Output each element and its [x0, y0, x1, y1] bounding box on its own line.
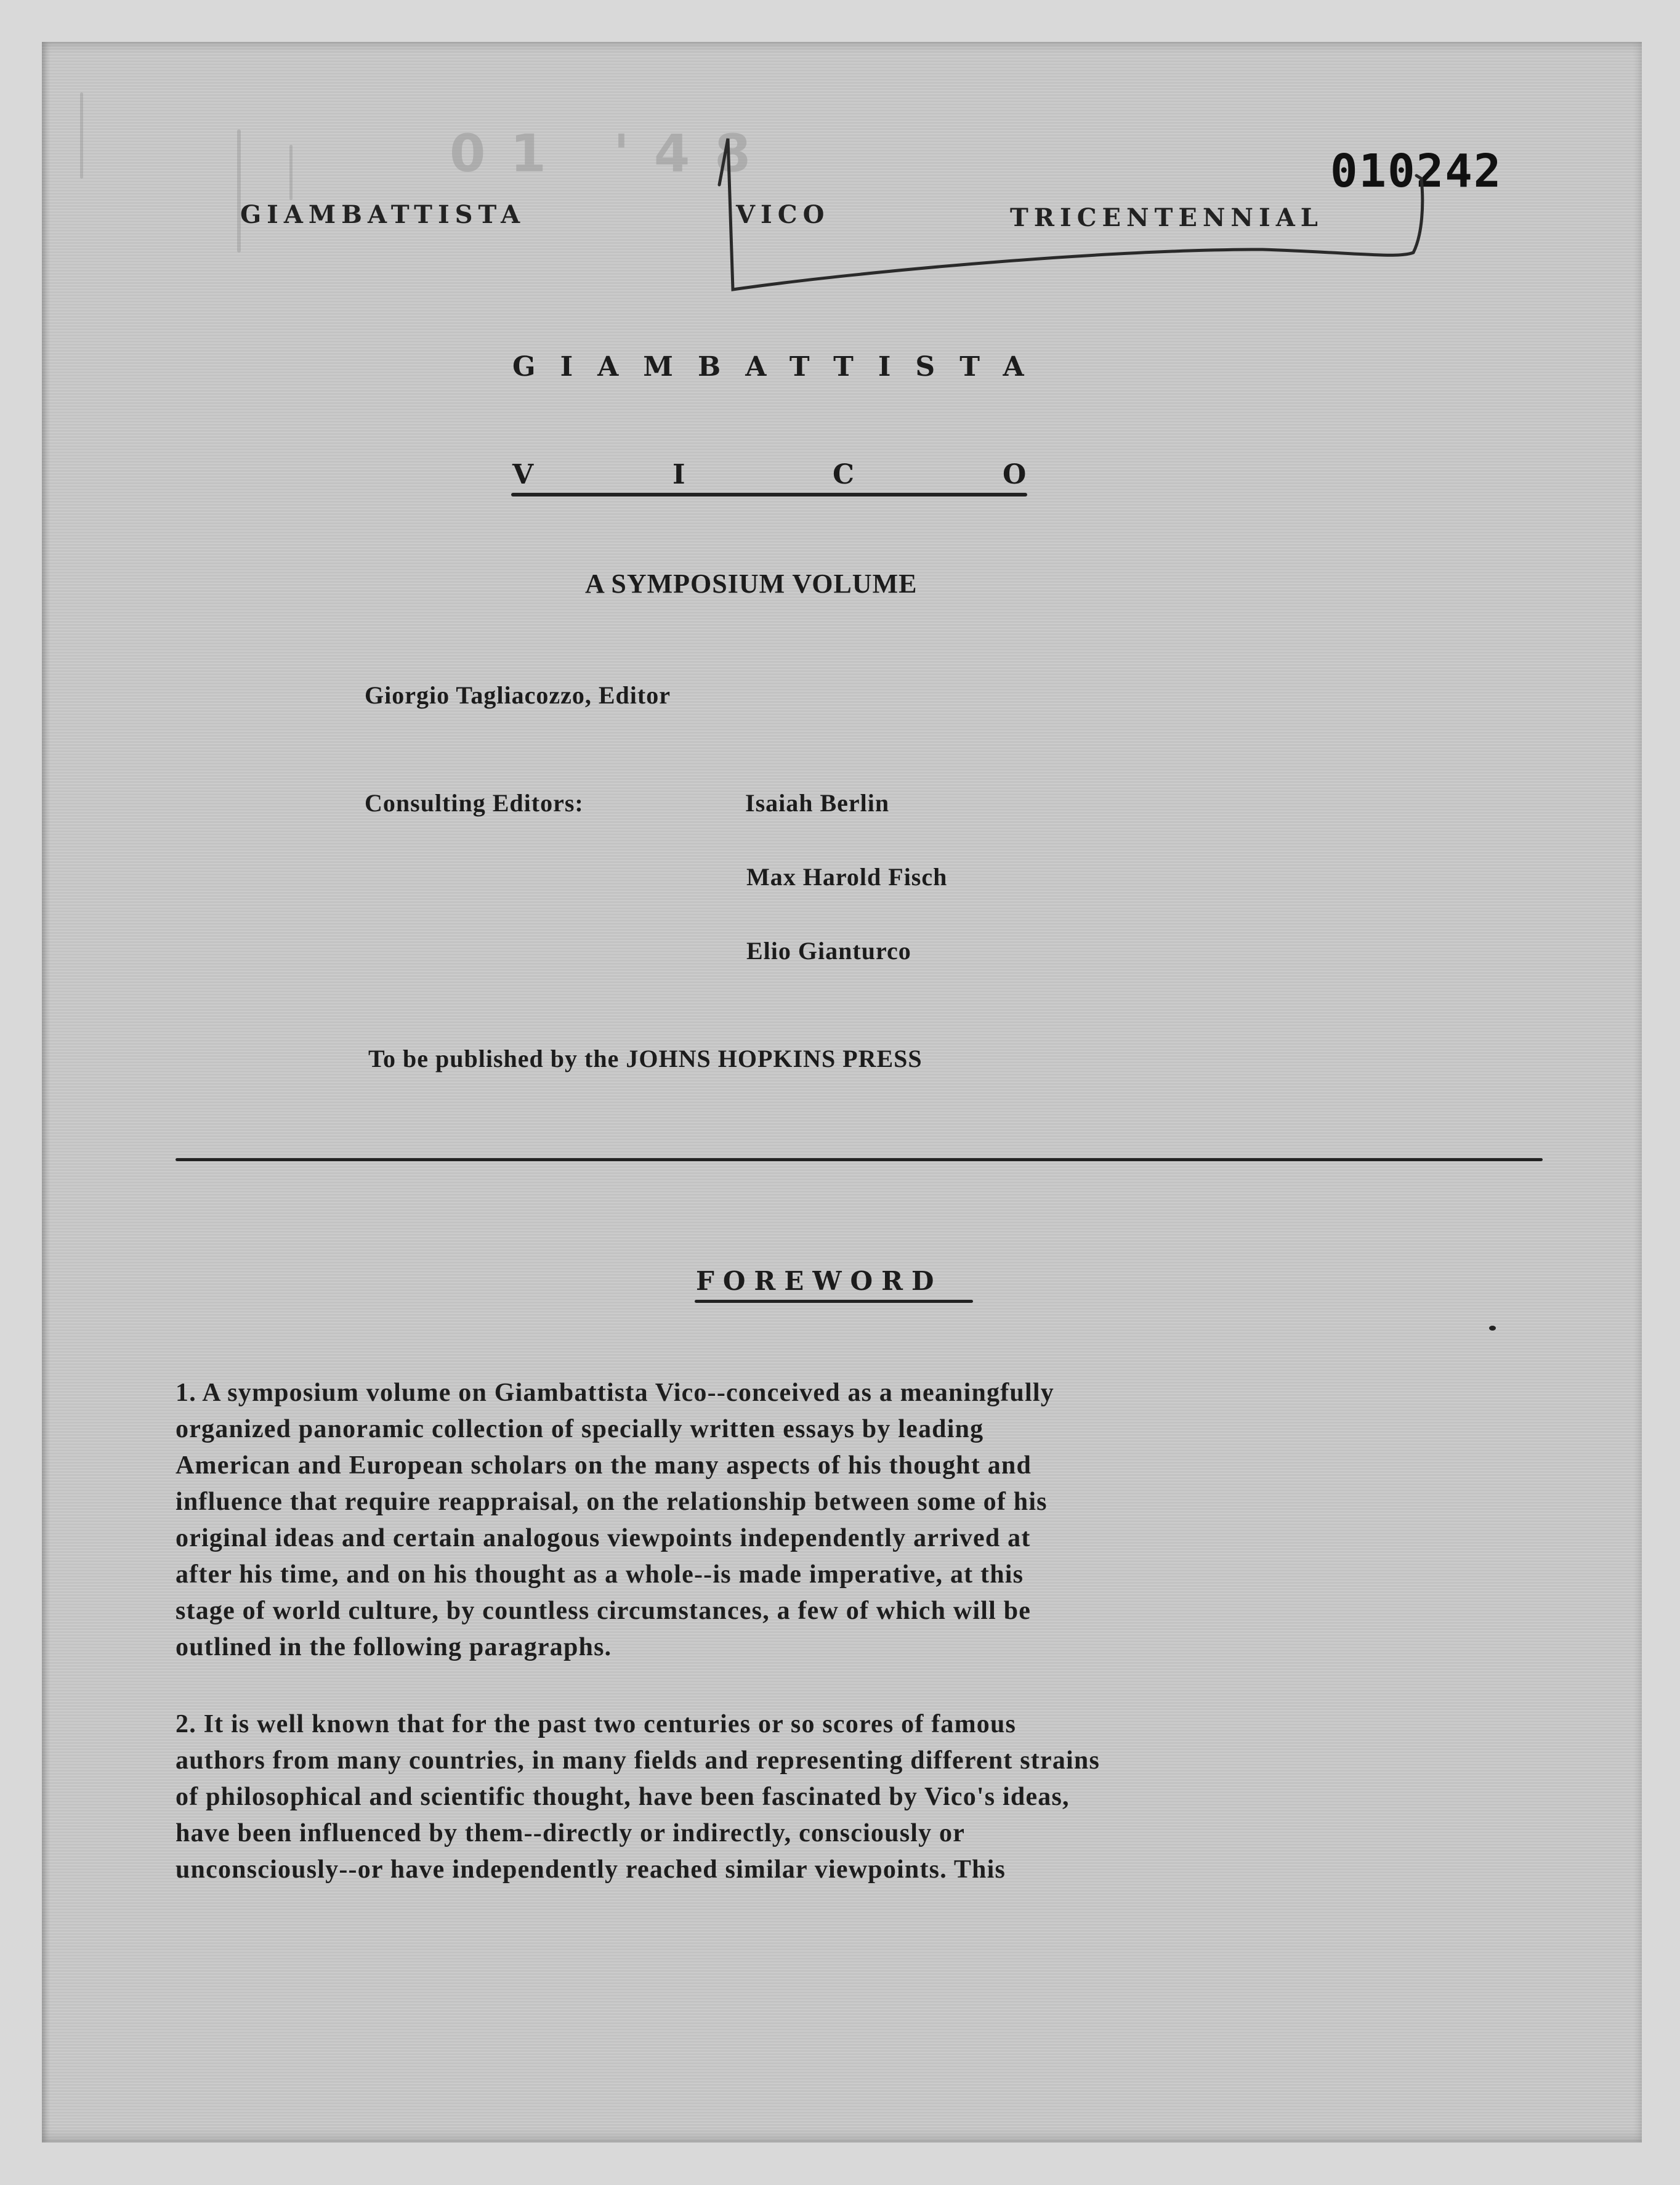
text-line: after his time, and on his thought as a whole--is made imperative, at this	[176, 1560, 1024, 1589]
header-center: VICO	[736, 200, 830, 229]
foreword-paragraph-2	[176, 1706, 1555, 1888]
subtitle: A SYMPOSIUM VOLUME	[585, 569, 918, 599]
title-giambattista: GIAMBATTISTA	[512, 351, 1049, 383]
title-letter: O	[1003, 459, 1027, 490]
text-line: of philosophical and scientific thought, have been fascinated by Vico's ideas,	[176, 1783, 1070, 1811]
text-line: have been influenced by them--directly or indirectly, consciously or	[176, 1819, 966, 1847]
publisher-line: To be published by the JOHNS HOPKINS PRESS	[368, 1045, 923, 1072]
title-vico	[0, 459, 1680, 496]
foreword-underline	[695, 1300, 973, 1303]
title-letter: V	[512, 459, 534, 490]
title-underline	[511, 493, 1027, 497]
text-line: influence that require reappraisal, on the relationship between some of his	[176, 1488, 1048, 1516]
title-letter: I	[672, 459, 685, 490]
consulting-editor: Elio Gianturco	[746, 937, 911, 965]
foreword-paragraph-1	[176, 1375, 1555, 1666]
text-line: 1. A symposium volume on Giambattista Vico--conceived as a meaningfully	[176, 1379, 1054, 1407]
text-line: unconsciously--or have independently reached similar viewpoints. This	[176, 1855, 1006, 1884]
handdrawn-bracket-icon	[0, 0, 1680, 370]
faint-date-stamp: 01 '48	[450, 123, 775, 184]
consulting-editor: Isaiah Berlin	[745, 789, 890, 817]
text-line: American and European scholars on the many aspects of his thought and	[176, 1451, 1032, 1480]
text-line: outlined in the following paragraphs.	[176, 1633, 612, 1661]
text-line: authors from many countries, in many fields and representing different strains	[176, 1746, 1100, 1775]
consulting-editor: Max Harold Fisch	[746, 863, 948, 891]
consulting-label: Consulting Editors:	[365, 789, 584, 817]
header-left: GIAMBATTISTA	[240, 200, 526, 229]
title-letter: C	[833, 459, 855, 490]
text-line: 2. It is well known that for the past two centuries or so scores of famous	[176, 1710, 1017, 1738]
section-divider	[176, 1158, 1543, 1161]
header-right: TRICENTENNIAL	[1010, 203, 1323, 232]
editor-line: Giorgio Tagliacozzo, Editor	[365, 681, 671, 709]
text-line: stage of world culture, by countless circumstances, a few of which will be	[176, 1597, 1032, 1625]
foreword-heading: FOREWORD	[696, 1266, 943, 1296]
document-number: 010242	[1330, 145, 1503, 198]
ink-dot	[1489, 1326, 1496, 1331]
text-line: organized panoramic collection of specially written essays by leading	[176, 1415, 984, 1443]
text-line: original ideas and certain analogous viewpoints independently arrived at	[176, 1524, 1031, 1552]
